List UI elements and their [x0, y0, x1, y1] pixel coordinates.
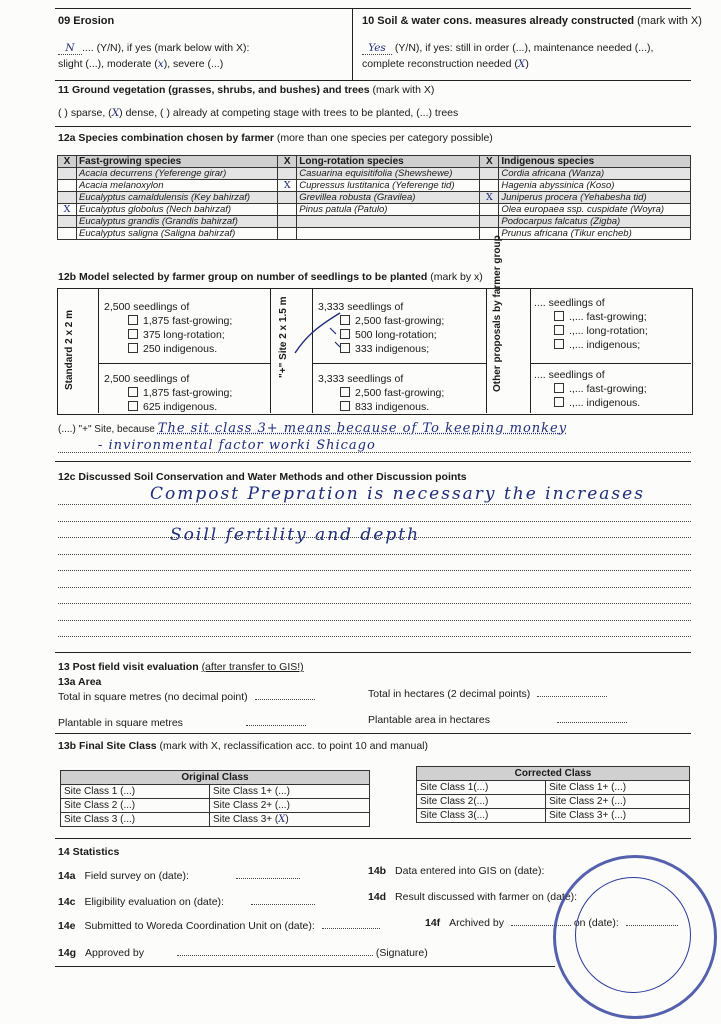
model-title: 12b Model selected by farmer group on number of seedlings to be planted: [58, 271, 428, 283]
std-a-fast-checkbox[interactable]: [128, 315, 138, 325]
discussion-line[interactable]: [58, 587, 691, 588]
species-mark-cell[interactable]: [278, 168, 297, 180]
vegetation-dense-mark: X: [111, 107, 120, 119]
sqm-row: [58, 691, 315, 703]
standard-label: Standard 2 x 2 m: [64, 309, 75, 390]
plantable-sqm-label: Plantable in square metres: [58, 717, 183, 729]
discussion-line[interactable]: [58, 603, 691, 604]
plantable-sqm-field[interactable]: [246, 725, 306, 726]
sqm-label: Total in square metres (no decimal point): [58, 691, 248, 703]
plantable-ha-row: [368, 714, 627, 726]
swc-line-1-text: (Y/N), if yes: still in order (...), maintenance needed (...),: [392, 42, 654, 54]
plantable-ha-label: Plantable area in hectares: [368, 714, 490, 726]
species-name-cell: Eucalyptus globolus (Nech bahirzaf): [77, 204, 278, 216]
vegetation-title: 11 Ground vegetation (grasses, shrubs, and bushes) and trees: [58, 84, 370, 96]
std-b-fast-checkbox[interactable]: [128, 387, 138, 397]
stat-14g-label: Approved by: [85, 947, 144, 959]
corrected-class-row: [417, 781, 690, 795]
stat-14g-num: 14g: [58, 947, 77, 959]
other-b-total: .... seedlings of: [534, 369, 605, 381]
other-a-indig-checkbox[interactable]: [554, 339, 564, 349]
other-a-indig: .,... indigenous;: [569, 339, 641, 351]
species-mark-cell[interactable]: [480, 180, 499, 192]
other-a-fast: .,... fast-growing;: [569, 311, 647, 323]
because-handwriting-2: - invironmental factor worki Shicago: [98, 438, 376, 453]
erosion-line-2: [58, 58, 223, 70]
fast-x-header: X: [58, 156, 77, 168]
species-name-cell: Eucalyptus camaldulensis (Key bahirzaf): [77, 192, 278, 204]
species-mark-cell[interactable]: [480, 216, 499, 228]
site-class-title: 13b Final Site Class: [58, 740, 157, 752]
stat-14f-tail: on (date):: [573, 917, 619, 929]
std-a-fast: 1,875 fast-growing;: [143, 315, 233, 327]
discussion-line[interactable]: [58, 554, 691, 555]
swc-answer: Yes: [368, 42, 386, 54]
species-name-cell: Acacia decurrens (Yeferenge girar): [77, 168, 278, 180]
plus-b-indig-checkbox[interactable]: [340, 401, 350, 411]
std-b-total: 2,500 seedlings of: [104, 373, 190, 385]
swc-title-tail: (mark with X): [637, 15, 702, 27]
stat-14a: [58, 870, 300, 882]
plus-a-total: 3,333 seedlings of: [318, 301, 404, 313]
erosion-line-1-text: .... (Y/N), if yes (mark below with X):: [82, 42, 250, 54]
species-title: 12a Species combination chosen by farmer: [58, 132, 274, 144]
species-name-cell: Juniperus procera (Yehabesha tid): [499, 192, 691, 204]
sqm-field[interactable]: [255, 699, 315, 700]
corrected-class-row: [417, 809, 690, 823]
species-row: [58, 228, 691, 240]
species-mark-cell[interactable]: [58, 192, 77, 204]
other-b-indig-checkbox[interactable]: [554, 397, 564, 407]
stat-14f-label: Archived by: [449, 917, 504, 929]
species-mark-cell[interactable]: [278, 228, 297, 240]
other-model-a: [534, 296, 648, 352]
plus-b-total: 3,333 seedlings of: [318, 373, 404, 385]
site-class-title-row: [58, 740, 428, 752]
official-stamp-inner-ring: [575, 877, 691, 993]
discussion-line[interactable]: [58, 620, 691, 621]
post-visit-title-row: [58, 661, 304, 673]
species-row: [58, 216, 691, 228]
ha-field[interactable]: [537, 696, 607, 697]
long-x-header: X: [278, 156, 297, 168]
post-visit-title: 13 Post field visit evaluation: [58, 661, 199, 673]
std-a-long-checkbox[interactable]: [128, 329, 138, 339]
standard-model-b: [104, 372, 232, 414]
stat-14a-label: Field survey on (date):: [84, 870, 189, 882]
stat-14c: [58, 896, 315, 908]
species-name-cell: Eucalyptus saligna (Saligna bahirzaf): [77, 228, 278, 240]
original-class-plus-tail: ): [285, 814, 289, 825]
stat-14e-label: Submitted to Woreda Coordination Unit on (date):: [84, 920, 315, 932]
original-class-row: [61, 799, 370, 813]
species-row: [58, 204, 691, 216]
discussion-handwriting-2: Soill fertility and depth: [170, 525, 421, 545]
stat-14e-num: 14e: [58, 920, 76, 932]
species-mark-cell[interactable]: [278, 204, 297, 216]
species-name-cell: Hagenia abyssinica (Koso): [499, 180, 691, 192]
erosion-answer: N: [65, 42, 75, 54]
stat-14b: [368, 865, 544, 877]
long-header: Long-rotation species: [297, 156, 480, 168]
species-row: [58, 180, 691, 192]
species-header-row: [58, 156, 691, 168]
plus-model-b: [318, 372, 444, 414]
species-mark-cell[interactable]: X: [58, 204, 77, 216]
swc-title: 10 Soil & water cons. measures already constructed: [362, 15, 635, 27]
discussion-line[interactable]: [58, 636, 691, 637]
plus-a-indig: 333 indigenous;: [355, 343, 430, 355]
std-a-long: 375 long-rotation;: [143, 329, 225, 341]
plus-site-label: "+" Site 2 x 1.5 m: [278, 296, 289, 378]
species-mark-cell[interactable]: [58, 180, 77, 192]
statistics-title: 14 Statistics: [58, 846, 120, 858]
species-row: [58, 192, 691, 204]
stat-14c-label: Eligibility evaluation on (date):: [84, 896, 224, 908]
species-name-cell: Prunus africana (Tikur encheb): [499, 228, 691, 240]
species-row: [58, 168, 691, 180]
original-class-option[interactable]: Site Class 1 (...): [61, 785, 210, 799]
std-b-indig-checkbox[interactable]: [128, 401, 138, 411]
stat-14a-num: 14a: [58, 870, 76, 882]
stat-14c-num: 14c: [58, 896, 76, 908]
species-mark-cell[interactable]: [278, 216, 297, 228]
other-b-fast: .,... fast-growing;: [569, 383, 647, 395]
species-name-cell: Pinus patula (Patulo): [297, 204, 480, 216]
stat-14d-num: 14d: [368, 891, 387, 903]
stat-14c-field[interactable]: [251, 904, 315, 905]
stat-14e: [58, 920, 380, 932]
model-title-tail: (mark by x): [430, 271, 483, 283]
species-name-cell: Olea europaea ssp. cuspidate (Woyra): [499, 204, 691, 216]
species-name-cell: Cupressus lustitanica (Yeferenge tid): [297, 180, 480, 192]
species-name-cell: [297, 216, 480, 228]
ha-label: Total in hectares (2 decimal points): [368, 688, 531, 700]
stat-14a-field[interactable]: [236, 878, 300, 879]
stat-14e-field[interactable]: [322, 928, 380, 929]
original-class-option[interactable]: Site Class 3 (...): [61, 813, 210, 827]
erosion-line-1: [58, 42, 249, 55]
plus-site-because-row: [58, 421, 694, 436]
vegetation-line-tail: ) dense, ( ) already at competing stage with trees to be planted, (...) trees: [119, 107, 459, 119]
species-mark-cell[interactable]: X: [480, 192, 499, 204]
discussion-line[interactable]: [58, 570, 691, 571]
corrected-class-row: [417, 795, 690, 809]
stat-14b-label: Data entered into GIS on (date):: [395, 865, 545, 877]
species-mark-cell[interactable]: [58, 168, 77, 180]
post-visit-title-tail: (after transfer to GIS!): [201, 661, 304, 673]
std-a-indig-checkbox[interactable]: [128, 343, 138, 353]
corrected-class-header: Corrected Class: [417, 767, 690, 781]
corrected-class-option[interactable]: Site Class 2(...): [417, 795, 546, 809]
because-handwriting-line-2: [58, 438, 691, 453]
corrected-class-table: [416, 766, 690, 823]
site-class-title-tail: (mark with X, reclassification acc. to point 10 and manual): [159, 740, 428, 752]
discussion-line[interactable]: [58, 521, 691, 522]
swc-line-2-text: complete reconstruction needed (: [362, 58, 518, 70]
vegetation-line: [58, 107, 458, 119]
erosion-moderate-mark: x: [157, 58, 164, 70]
species-mark-cell[interactable]: X: [278, 180, 297, 192]
area-subtitle: 13a Area: [58, 676, 102, 688]
species-title-tail: (more than one species per category possible): [276, 132, 493, 144]
other-a-long: .,... long-rotation;: [569, 325, 648, 337]
species-mark-cell[interactable]: [480, 204, 499, 216]
std-a-indig: 250 indigenous.: [143, 343, 218, 355]
erosion-line-2-text: slight (...), moderate (: [58, 58, 158, 70]
std-b-indig: 625 indigenous.: [143, 401, 218, 413]
corrected-class-option[interactable]: Site Class 1(...): [417, 781, 546, 795]
corrected-class-option[interactable]: Site Class 2+ (...): [546, 795, 690, 809]
other-model-b: [534, 368, 647, 410]
other-a-long-checkbox[interactable]: [554, 325, 564, 335]
corrected-class-option[interactable]: Site Class 1+ (...): [546, 781, 690, 795]
standard-model-a: [104, 300, 232, 356]
other-a-total: .... seedlings of: [534, 297, 605, 309]
original-class-plus-option[interactable]: [209, 799, 369, 813]
plantable-sqm-row: [58, 717, 306, 729]
corrected-class-option[interactable]: Site Class 3+ (...): [546, 809, 690, 823]
erosion-line-2-tail: ), severe (...): [163, 58, 224, 70]
original-class-header: Original Class: [61, 771, 370, 785]
swc-reconstruction-mark: X: [517, 58, 526, 70]
original-class-option[interactable]: Site Class 2 (...): [61, 799, 210, 813]
swc-line-2: [362, 58, 529, 70]
stat-14b-num: 14b: [368, 865, 387, 877]
corrected-class-option[interactable]: Site Class 3(...): [417, 809, 546, 823]
species-table: [57, 155, 691, 240]
discussion-line[interactable]: [58, 504, 691, 505]
swc-line-2-tail: ): [525, 58, 529, 70]
species-name-cell: Acacia melanoxylon: [77, 180, 278, 192]
stat-14g-tail: (Signature): [375, 947, 428, 959]
species-name-cell: Eucalyptus grandis (Grandis bahirzaf): [77, 216, 278, 228]
swc-title-row: [362, 15, 702, 27]
discussion-title: 12c Discussed Soil Conservation and Water Methods and other Discussion points: [58, 471, 467, 483]
original-class-table: [60, 770, 370, 827]
plus-a-fast: 2,500 fast-growing;: [355, 315, 445, 327]
stat-14g-field[interactable]: [177, 955, 373, 956]
original-class-plus-label: Site Class 1+ (...): [212, 786, 290, 797]
species-name-cell: Grevillea robusta (Gravilea): [297, 192, 480, 204]
stat-14g: [58, 947, 428, 959]
original-class-plus-option[interactable]: [209, 813, 369, 827]
species-mark-cell[interactable]: [480, 168, 499, 180]
original-class-plus-label: Site Class 2+ (...): [212, 800, 290, 811]
ha-row: [368, 688, 607, 700]
because-label: (....) "+" Site, because: [58, 424, 155, 435]
other-proposals-label: Other proposals by farmer group: [492, 235, 503, 392]
fast-header: Fast-growing species: [77, 156, 278, 168]
because-handwriting-1: The sit class 3+ means because of To keeping monkey: [157, 421, 568, 436]
species-name-cell: Casuarina equisitifolia (Shewshewe): [297, 168, 480, 180]
plus-b-indig: 833 indigenous.: [355, 401, 430, 413]
plus-b-fast: 2,500 fast-growing;: [355, 387, 445, 399]
stat-14f-num: 14f: [425, 917, 441, 929]
discussion-line[interactable]: [58, 537, 691, 538]
stat-14d: [368, 891, 577, 903]
handwritten-slash-mark: [290, 308, 350, 358]
original-class-row: [61, 785, 370, 799]
erosion-title: 09 Erosion: [58, 15, 115, 27]
std-b-fast: 1,875 fast-growing;: [143, 387, 233, 399]
plus-b-fast-checkbox[interactable]: [340, 387, 350, 397]
plus-a-long: 500 long-rotation;: [355, 329, 437, 341]
indig-header: Indigenous species: [499, 156, 691, 168]
species-mark-cell[interactable]: [58, 228, 77, 240]
original-class-plus-option[interactable]: [209, 785, 369, 799]
vegetation-line-text: ( ) sparse, (: [58, 107, 112, 119]
discussion-handwriting-1: Compost Prepration is necessary the increases: [150, 484, 645, 504]
std-a-total: 2,500 seedlings of: [104, 301, 190, 313]
other-b-indig: .,... indigenous.: [569, 397, 641, 409]
original-class-row: [61, 813, 370, 827]
plantable-ha-field[interactable]: [557, 722, 627, 723]
stat-14d-label: Result discussed with farmer on (date):: [395, 891, 578, 903]
vegetation-title-tail: (mark with X): [372, 84, 435, 96]
model-title-row: [58, 271, 483, 283]
original-class-plus-mark: X: [278, 814, 286, 825]
vegetation-title-row: [58, 84, 434, 96]
species-title-row: [58, 132, 493, 144]
original-class-plus-label: Site Class 3+ (: [212, 814, 279, 825]
swc-line-1: [362, 42, 653, 55]
species-mark-cell[interactable]: [278, 192, 297, 204]
species-name-cell: [297, 228, 480, 240]
species-mark-cell[interactable]: [58, 216, 77, 228]
species-name-cell: Cordia africana (Wanza): [499, 168, 691, 180]
indig-x-header: X: [480, 156, 499, 168]
other-a-fast-checkbox[interactable]: [554, 311, 564, 321]
other-b-fast-checkbox[interactable]: [554, 383, 564, 393]
species-name-cell: Podocarpus falcatus (Zigba): [499, 216, 691, 228]
